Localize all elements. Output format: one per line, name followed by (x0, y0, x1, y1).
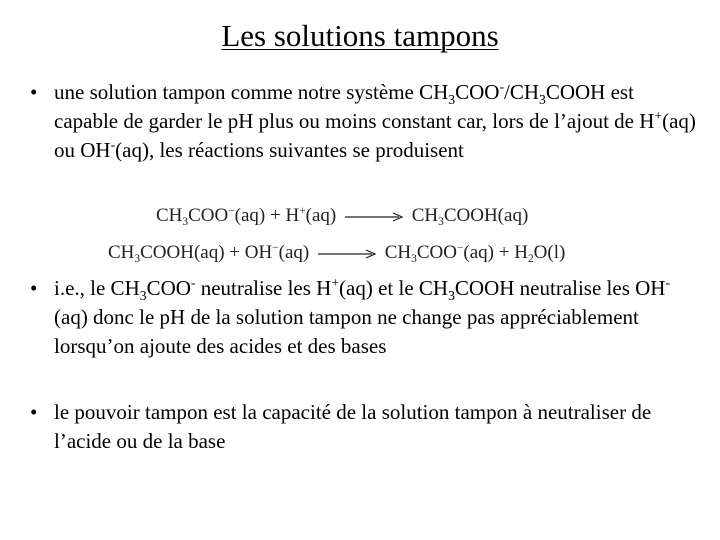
equation-acid-neutralisation: $CH_3COO^-(aq) + H^+(aq)$ $CH_3COOH(aq)$ (156, 205, 529, 228)
bullet-marker: • (30, 400, 38, 424)
bullet-buffer-capacity (30, 398, 700, 456)
bullet-text: le pouvoir tampon est la capacité de la solution tampon à neutraliser de l’acide ou de la base (54, 400, 652, 453)
bullet-buffer-definition (30, 78, 700, 165)
bullet-marker: • (30, 276, 38, 300)
reaction-arrow-icon (345, 212, 403, 222)
slide-title: Les solutions tampons (221, 18, 499, 53)
bullet-neutralisation-explanation (30, 274, 700, 361)
bullet-text: i.e., le $CH_3COO^-$ neutralise les H+(aq) et le $CH_3COOH$ neutralise les OH-(aq) donc le pH de la solution tampon ne change pas appréciablement lorsqu’on ajoute des acides et des bases (54, 275, 670, 358)
equation-base-neutralisation: $CH_3COOH(aq) + OH^-(aq)$ $CH_3COO^-(aq) + H_2O(l)$ (108, 242, 566, 265)
bullet-text: une solution tampon comme notre système $CH_3COO^-/CH_3COOH$ est capable de garder le pH plus ou moins constant car, lors de l’ajout de H+(aq) ou OH-(aq), les réactions suivantes se produisent (54, 79, 696, 162)
bullet-marker: • (30, 80, 38, 104)
reaction-arrow-icon (318, 249, 376, 259)
